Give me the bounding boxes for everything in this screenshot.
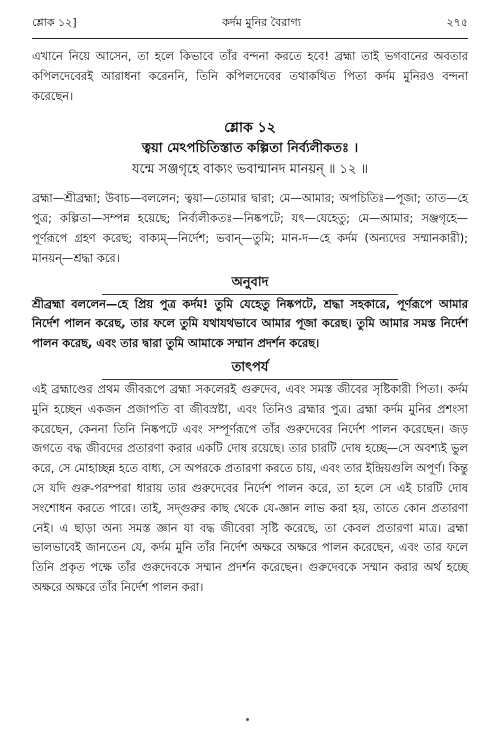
page-header (32, 0, 468, 33)
footer-dot (246, 718, 249, 721)
header-page-number: ২৭৫ (446, 16, 468, 29)
verse-label: শ্লোক ১২ (224, 120, 276, 137)
purport-paragraph: এই ব্রহ্মাণ্ডের প্রথম জীবরূপে ব্রহ্মা সকলেরই গুরুদেব, এবং সমস্ত জীবের সৃষ্টিকারী পিতা। কর্দম মুনি হচ্ছেন একজন প্রজাপতি বা জীবস্রষ্টা, এবং তিনিও ব্রহ্মার পুত্র। ব্রহ্মা কর্দম মুনির প্রশংসা করেছেন, কেননা তিনি নিষ্কপটে এবং সম্পূর্ণরূপে তাঁর গুরুদেবের নির্দেশ পালন করেছেন। জড় জগতে বদ্ধ জীবদের প্রতারণা করার একটি দোষ রয়েছে। তার চারটি দোষ হচ্ছে—সে অবশ্যই ভুল করে, সে মোহাচ্ছন্ন হতে বাধ্য, সে অপরকে প্রতারণা করতে চায়, এবং তার ইন্দ্রিয়গুলি অপূর্ণ। কিন্তু সে যদি গুরু-পরম্পরা ধারায় তার গুরুদেবের নির্দেশ পালন করে, তা হলে সে এই চারটি দোষ সংশোধন করতে পারে। তাই, সদ্গুরুর কাছ থেকে যে-জ্ঞান লাভ করা হয়, তাতে কোন প্রতারণা নেই। এ ছাড়া অন্য সমস্ত জ্ঞান যা বদ্ধ জীবেরা সৃষ্টি করেছে, তা কেবল প্রতারণা মাত্র। ব্রহ্মা ভালভাবেই জানতেন যে, কর্দম মুনি তাঁর নির্দেশ অক্ষরে অক্ষরে পালন করেছেন, এবং তার ফলে তিনি প্রকৃত পক্ষে তাঁর গুরুদেবকে সম্মান প্রদর্শন করেছেন। গুরুদেবকে সম্মান করার অর্থ হচ্ছে অক্ষরে অক্ষরে তাঁর নির্দেশ পালন করা। (32, 381, 468, 594)
intro-paragraph: এখানে নিয়ে আসেন, তা হলে কিভাবে তাঁর বন্দনা করতে হবে! ব্রহ্মা তাই ভগবানের অবতার কপিলদেবেরই আরাধনা করেননি, তিনি কপিলদেবের তথাকথিত পিতা কর্দম মুনিরও বন্দনা করেছেন। (32, 49, 468, 103)
translation-paragraph: শ্রীব্রহ্মা বললেন—হে প্রিয় পুত্র কর্দম! তুমি যেহেতু নিষ্কপটে, শ্রদ্ধা সহকারে, পূর্ণরূপে আমার নির্দেশ পালন করেছ, তার ফলে তুমি যথাযথভাবে আমার পূজা করেছ। তুমি আমার সমস্ত নির্দেশ পালন করেছ, এবং তার দ্বারা তুমি আমাকে সম্মান প্রদর্শন করেছ। (32, 296, 468, 351)
verse-line-2: যন্মে সঞ্জগৃহে বাক্যং ভবান্মানদ মানয়ন্ ॥ ১২ ॥ (132, 162, 368, 178)
header-chapter-title: কর্দম মুনির বৈরাগ্য (222, 16, 301, 29)
header-rule (32, 38, 468, 39)
purport-title: তাৎপর্য (231, 359, 269, 375)
header-verse-ref: শ্লোক ১২] (32, 16, 77, 29)
verse-line-1: ত্বয়া মেঽপচিতিস্তাত কল্পিতা নির্ব্যলীকতঃ । (141, 141, 359, 157)
word-for-word-paragraph: ব্রহ্মা—শ্রীব্রহ্মা; উবাচ—বললেন; ত্বয়া—তোমার দ্বারা; মে—আমার; অপচিতিঃ—পূজা; তাত—হে পুত্র; কল্পিতা—সম্পন্ন হয়েছে; নির্ব্যলীকতঃ—নিষ্কপটে; যৎ—যেহেতু; মে—আমার; সঞ্জগৃহে—পূর্ণরূপে গ্রহণ করেছ; বাক্যম্—নির্দেশ; ভবান্—তুমি; মান-দ—হে কর্দম (অন্যদের সম্মানকারী); মানয়ন্—শ্রদ্ধা করে। (32, 191, 468, 265)
translation-title: অনুবাদ (231, 274, 269, 290)
